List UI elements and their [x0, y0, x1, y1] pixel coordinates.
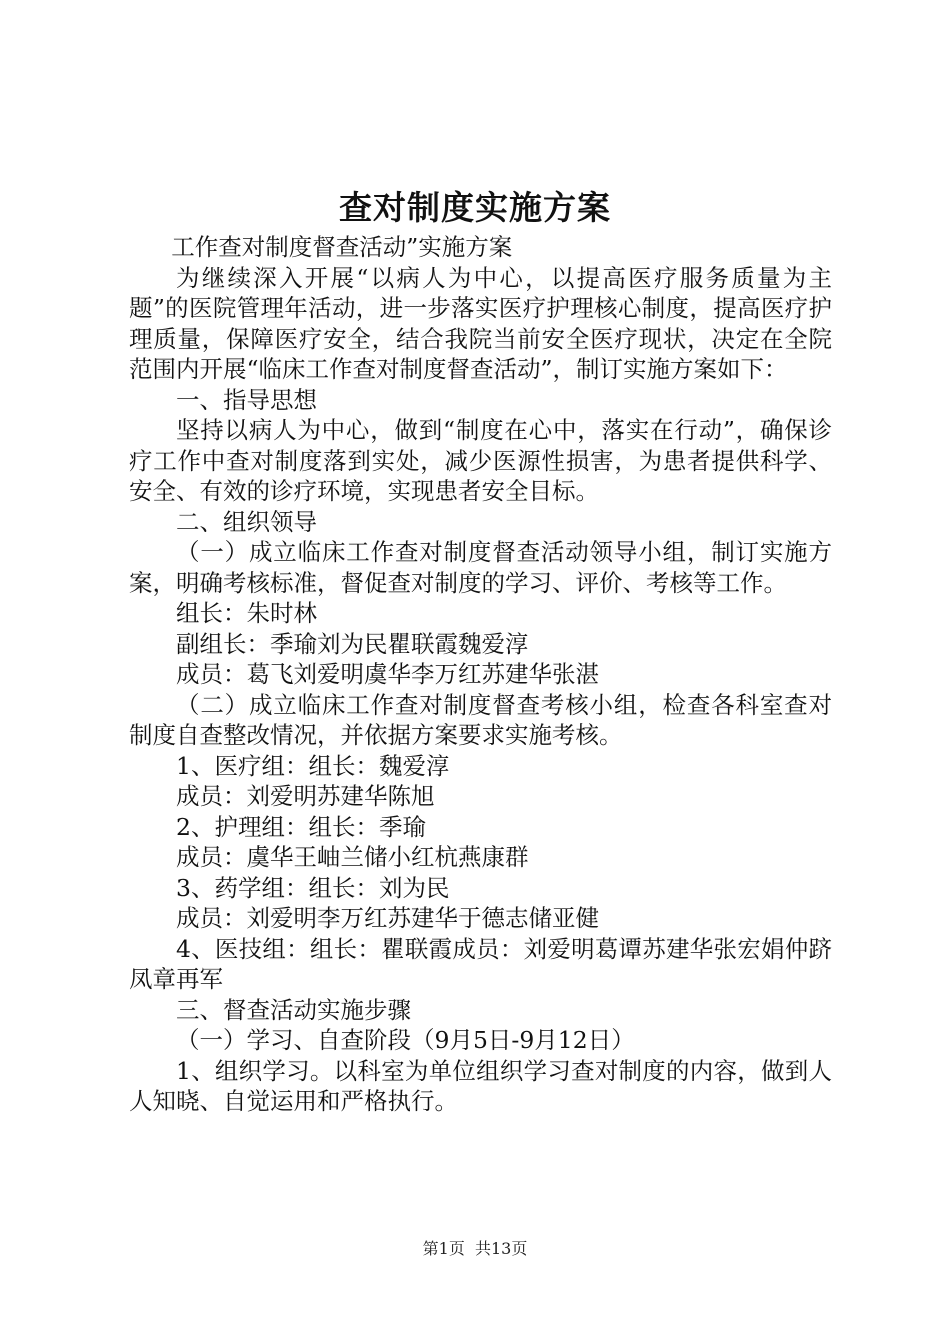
document-body	[129, 232, 832, 1117]
paragraph: 成员：虞华王岫兰储小红杭燕康群	[176, 843, 529, 871]
paragraph: 成员：刘爱明苏建华陈旭	[176, 782, 435, 810]
paragraph: 工作查对制度督查活动”实施方案	[171, 233, 513, 261]
paragraph: 2、护理组：组长：季瑜	[176, 812, 426, 841]
paragraph: 组长：朱时林	[176, 599, 317, 627]
paragraph: 3、药学组：组长：刘为民	[176, 873, 450, 902]
paragraph: （一）学习、自查阶段（9月5日-9月12日）	[176, 1026, 635, 1054]
section-heading: 二、组织领导	[176, 507, 317, 536]
paragraph: 副组长：季瑜刘为民瞿联霞魏爱淳	[176, 629, 529, 658]
paragraph: 4、医技组：组长：瞿联霞成员：刘爱明葛谭苏建华张宏娟仲跻凤章再军	[129, 934, 832, 993]
paragraph: 成员：刘爱明李万红苏建华于德志储亚健	[176, 904, 599, 932]
document-title: 查对制度实施方案	[339, 188, 611, 227]
paragraph: 成员：葛飞刘爱明虞华李万红苏建华张湛	[176, 660, 599, 688]
paragraph: （二）成立临床工作查对制度督查考核小组，检查各科室查对制度自查整改情况，并依据方案要求实施考核。	[129, 690, 832, 749]
paragraph: 1、医疗组：组长：魏爱淳	[176, 751, 450, 780]
paragraph: 为继续深入开展“以病人为中心，以提高医疗服务质量为主题”的医院管理年活动，进一步落实医疗护理核心制度，提高医疗护理质量，保障医疗安全，结合我院当前安全医疗现状，决定在全院范围内开展“临床工作查对制度督查活动”，制订实施方案如下：	[129, 263, 832, 383]
paragraph: 1、组织学习。以科室为单位组织学习查对制度的内容，做到人人知晓、自觉运用和严格执行。	[129, 1056, 832, 1115]
section-heading: 三、督查活动实施步骤	[176, 995, 411, 1024]
paragraph: （一）成立临床工作查对制度督查活动领导小组，制订实施方案，明确考核标准，督促查对制度的学习、评价、考核等工作。	[129, 538, 832, 597]
page-footer	[0, 1238, 950, 1260]
paragraph: 坚持以病人为中心，做到“制度在心中，落实在行动”，确保诊疗工作中查对制度落到实处，减少医源性损害，为患者提供科学、安全、有效的诊疗环境，实现患者安全目标。	[129, 416, 832, 505]
section-heading: 一、指导思想	[176, 385, 317, 414]
page-number: 第1页 共13页	[422, 1239, 528, 1258]
